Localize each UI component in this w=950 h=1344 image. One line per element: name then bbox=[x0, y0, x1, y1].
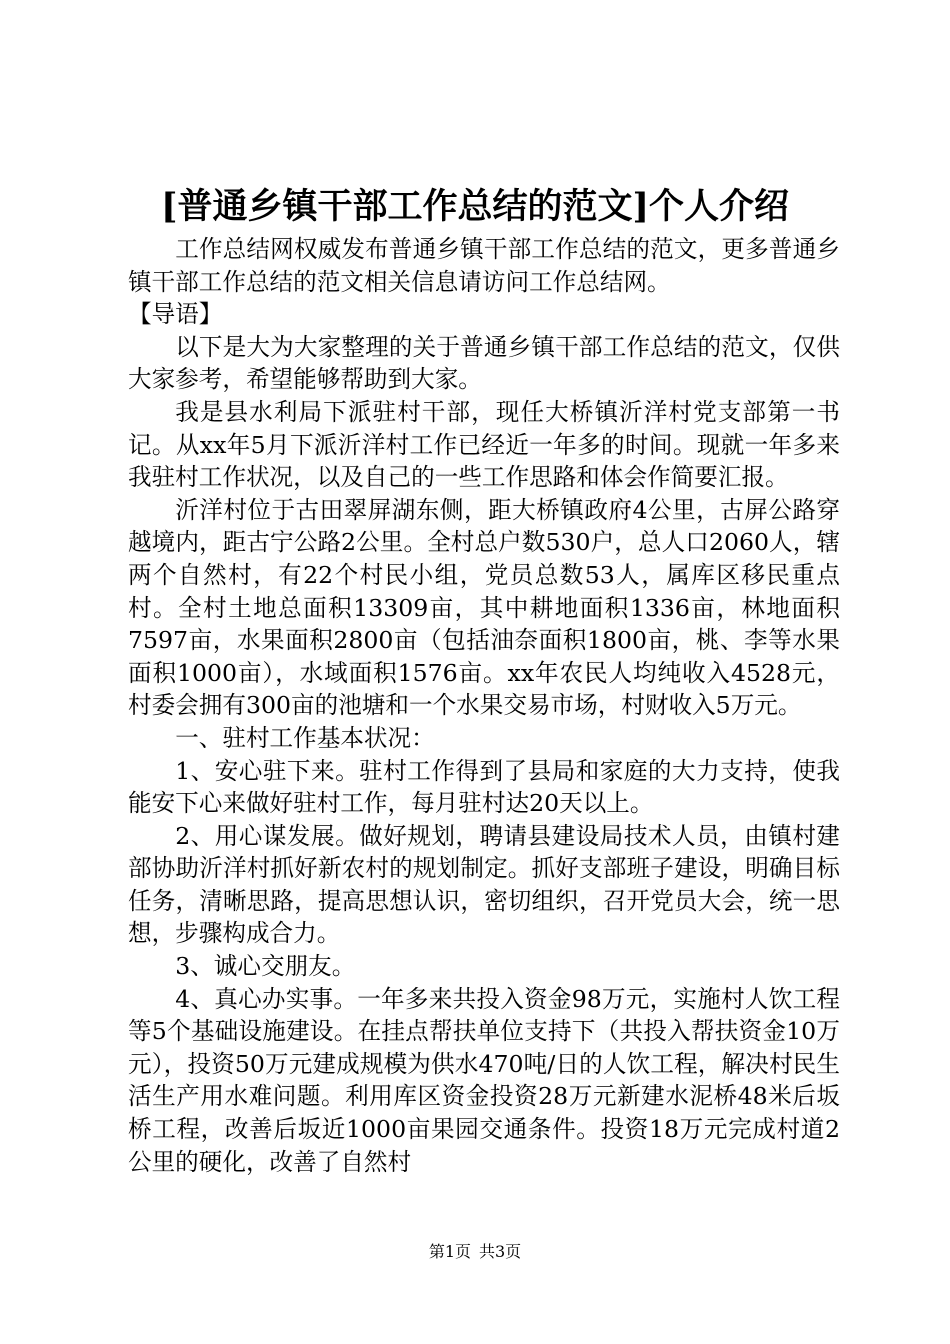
paragraph-item-4: 4、真心办实事。一年多来共投入资金98万元，实施村人饮工程等5个基础设施建设。在挂点帮扶单位支持下（共投入帮扶资金10万元），投资50万元建成规模为供水470吨/日的人饮工程，解决村民生活生产用水难问题。利用库区资金投资28万元新建水泥桥48米后坂桥工程，改善后坂近1000亩果园交通条件。投资18万元完成村道2公里的硬化，改善了自然村 bbox=[128, 984, 840, 1176]
page-total: 共3页 bbox=[479, 1242, 522, 1261]
document-title: [普通乡镇干部工作总结的范文]个人介绍 bbox=[160, 186, 790, 227]
section-heading-basic-status: 一、驻村工作基本状况： bbox=[175, 723, 435, 752]
paragraph-item-1: 1、安心驻下来。驻村工作得到了县局和家庭的大力支持，使我能安下心来做好驻村工作，每月驻村达20天以上。 bbox=[128, 756, 840, 818]
paragraph-intro: 工作总结网权威发布普通乡镇干部工作总结的范文，更多普通乡镇干部工作总结的范文相关信息请访问工作总结网。 bbox=[128, 235, 840, 296]
page-footer bbox=[0, 1240, 950, 1264]
paragraph-village-overview: 沂洋村位于古田翠屏湖东侧，距大桥镇政府4公里，古屏公路穿越境内，距古宁公路2公里。全村总户数530户，总人口2060人，辖两个自然村，有22个村民小组，党员总数53人，属库区移民重点村。全村土地总面积13309亩，其中耕地面积1336亩，林地面积7597亩，水果面积2800亩（包括油奈面积1800亩，桃、李等水果面积1000亩），水域面积1576亩。xx年农民人均纯收入4528元，村委会拥有300亩的池塘和一个水果交易市场，村财收入5万元。 bbox=[128, 495, 840, 720]
paragraph-self-intro: 我是县水利局下派驻村干部，现任大桥镇沂洋村党支部第一书记。从xx年5月下派沂洋村工作已经近一年多的时间。现就一年多来我驻村工作状况，以及自己的一些工作思路和体会作简要汇报。 bbox=[128, 397, 840, 492]
paragraph-item-3: 3、诚心交朋友。 bbox=[175, 952, 356, 981]
page-number: 第1页 bbox=[428, 1242, 471, 1261]
document-body bbox=[128, 233, 840, 1178]
paragraph-lead: 以下是大为大家整理的关于普通乡镇干部工作总结的范文，仅供大家参考，希望能够帮助到大家。 bbox=[128, 332, 840, 394]
paragraph-lead-label: 【导语】 bbox=[128, 300, 223, 329]
paragraph-item-2: 2、用心谋发展。做好规划，聘请县建设局技术人员，由镇村建部协助沂洋村抓好新农村的规划制定。抓好支部班子建设，明确目标任务，清晰思路，提高思想认识，密切组织，召开党员大会，统一思想，步骤构成合力。 bbox=[128, 821, 840, 948]
